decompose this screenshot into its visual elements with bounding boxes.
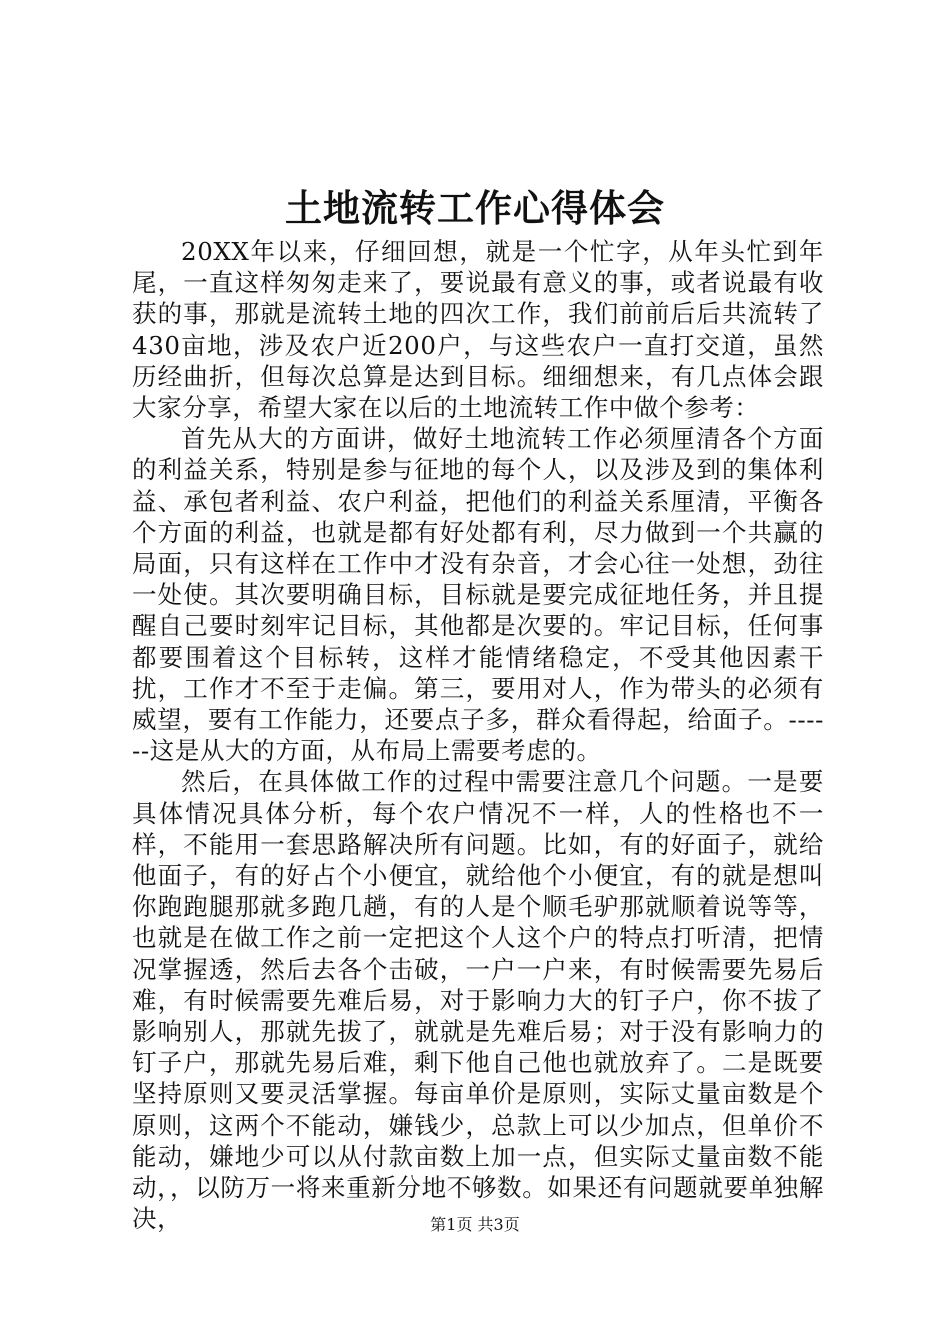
paragraph-intro: 20XX年以来，仔细回想，就是一个忙字，从年头忙到年尾，一直这样匆匆走来了，要说最有意义的事，或者说最有收获的事，那就是流转土地的四次工作，我们前前后后共流转了430亩地，涉及农户近200户，与这些农户一直打交道，虽然历经曲折，但每次总算是达到目标。细细想来，有几点体会跟大家分享，希望大家在以后的土地流转工作中做个参考：: [132, 237, 824, 423]
paragraph-specific-work: 然后，在具体做工作的过程中需要注意几个问题。一是要具体情况具体分析，每个农户情况不一样，人的性格也不一样，不能用一套思路解决所有问题。比如，有的好面子，就给他面子，有的好占个小便宜，就给他个小便宜，有的就是想叫你跑跑腿那就多跑几趟，有的人是个顺毛驴那就顺着说等等，也就是在做工作之前一定把这个人这个户的特点打听清，把情况掌握透，然后去各个击破，一户一户来，有时候需要先易后难，有时候需要先难后易，对于影响力大的钉子户，你不拔了影响别人，那就先拔了，就就是先难后易；对于没有影响力的钉子户，那就先易后难，剩下他自己他也就放弃了。二是既要坚持原则又要灵活掌握。每亩单价是原则，实际丈量亩数是个原则，这两个不能动，嫌钱少，总款上可以少加点，但单价不能动，嫌地少可以从付款亩数上加一点，但实际丈量亩数不能动，，以防万一将来重新分地不够数。如果还有问题就要单独解决，: [132, 767, 824, 1234]
paragraph-overall-approach: 首先从大的方面讲，做好土地流转工作必须厘清各个方面的利益关系，特别是参与征地的每个人，以及涉及到的集体利益、承包者利益、农户利益，把他们的利益关系厘清，平衡各个方面的利益，也就是都有好处都有利，尽力做到一个共赢的局面，只有这样在工作中才没有杂音，才会心往一处想，劲往一处使。其次要明确目标，目标就是要完成征地任务，并且提醒自己要时刻牢记目标，其他都是次要的。牢记目标，任何事都要围着这个目标转，这样才能情绪稳定，不受其他因素干扰，工作才不至于走偏。第三，要用对人，作为带头的必须有威望，要有工作能力，还要点子多，群众看得起，给面子。------这是从大的方面，从布局上需要考虑的。: [132, 424, 824, 766]
page-number-footer: 第1页 共3页: [430, 1215, 520, 1234]
document-body: [132, 236, 824, 1235]
document-title: 土地流转工作心得体会: [285, 186, 665, 230]
